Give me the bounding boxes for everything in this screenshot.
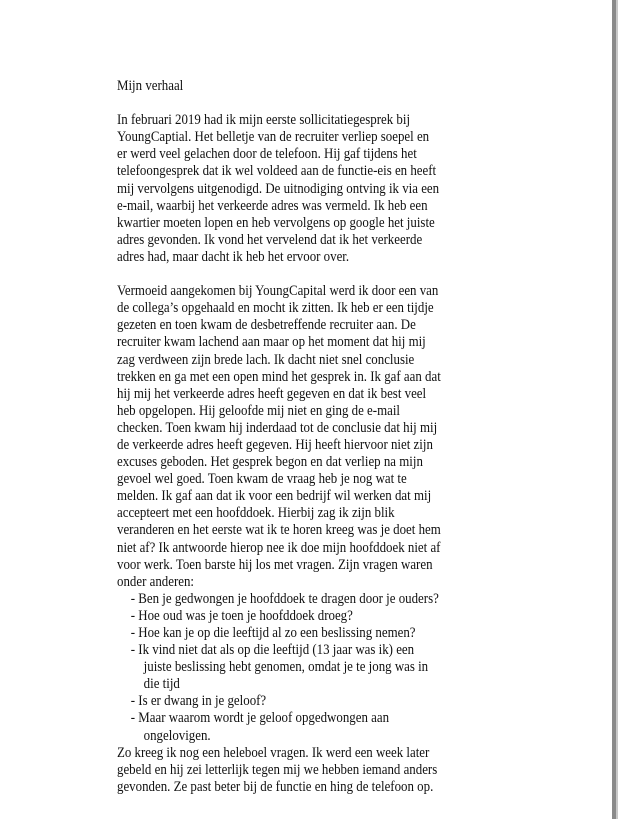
text-line: YoungCaptial. Het belletje van de recruiter verliep soepel en	[117, 129, 430, 146]
text-line: de verkeerde adres heeft gegeven. Hij heeft hiervoor niet zijn	[117, 436, 433, 453]
list-item	[117, 693, 441, 710]
text-line: gebeld en hij zei letterlijk tegen mij we hebben iemand anders	[117, 761, 438, 778]
document-title: Mijn verhaal	[117, 78, 184, 94]
text-line: checken. Toen kwam hij inderdaad tot de conclusie dat hij mij	[117, 419, 438, 436]
text-line: Vermoeid aangekomen bij YoungCapital werd ik door een van	[117, 283, 439, 300]
list-item	[117, 625, 441, 642]
text-line: gezeten en toen kwam de desbetreffende recruiter aan. De	[117, 317, 416, 334]
text-line: kwartier moeten lopen en heb vervolgens op google het juiste	[117, 214, 435, 231]
list-item-text: - Ben je gedwongen je hoofddoek te dragen door je ouders?	[130, 590, 439, 607]
text-line: mij vervolgens uitgenodigd. De uitnodiging ontving ik via een	[117, 180, 440, 197]
question-list	[117, 591, 441, 745]
text-line: er werd veel gelachen door de telefoon. Hij gaf tijdens het	[117, 146, 417, 163]
list-item-text: ongelovigen.	[143, 727, 211, 744]
text-line: niet af? Ik antwoorde hierop nee ik doe mijn hoofddoek niet af	[117, 539, 441, 556]
text-line: recruiter kwam lachend aan maar op het moment dat hij mij	[117, 334, 426, 351]
list-item-text: die tijd	[143, 676, 180, 693]
list-item-text: - Maar waarom wordt je geloof opgedwongen aan	[130, 710, 390, 727]
text-line: melden. Ik gaf aan dat ik voor een bedrijf wil werken dat mij	[117, 488, 432, 505]
text-line: In februari 2019 had ik mijn eerste sollicitatiegesprek bij	[117, 112, 411, 129]
text-line: veranderen en het eerste wat ik te horen kreeg was je doet hem	[117, 522, 441, 539]
text-line: excuses geboden. Het gesprek begon en dat verliep na mijn	[117, 454, 423, 471]
spacer	[117, 266, 441, 283]
text-line: adres gevonden. Ik vond het vervelend dat ik het verkeerde	[117, 231, 423, 248]
text-line: gevonden. Ze past beter bij de functie en hing de telefoon op.	[117, 778, 434, 795]
list-item-text: - Ik vind niet dat als op die leeftijd (13 jaar was ik) een	[130, 642, 415, 659]
spacer	[117, 95, 441, 112]
list-item	[117, 591, 441, 608]
text-line: accepteert met een hoofddoek. Hierbij zag ik zijn blik	[117, 505, 395, 522]
list-item-text: - Hoe kan je op die leeftijd al zo een beslissing nemen?	[130, 625, 416, 641]
text-line: e-mail, waarbij het verkeerde adres was vermeld. Ik heb een	[117, 197, 428, 214]
list-item-text: - Hoe oud was je toen je hoofddoek droeg?	[130, 607, 353, 624]
text-line: Zo kreeg ik nog een heleboel vragen. Ik werd een week later	[117, 744, 430, 761]
text-line: hij mij het verkeerde adres heeft gegeven en dat ik best veel	[117, 385, 427, 402]
text-line: gevoel wel goed. Toen kwam de vraag heb je nog wat te	[117, 471, 407, 488]
text-line: adres had, maar dacht ik heb het ervoor over.	[117, 248, 350, 265]
text-line: voor werk. Toen barste hij los met vragen. Zijn vragen waren	[117, 556, 433, 573]
text-line: trekken en ga met een open mind het gesprek in. Ik gaf aan dat	[117, 368, 441, 385]
text-line: telefoongesprek dat ik wel voldeed aan de functie-eis en heeft	[117, 163, 437, 180]
paragraph-2	[117, 283, 441, 591]
closing-paragraph	[117, 745, 441, 796]
document-body	[117, 78, 441, 796]
paragraph-1	[117, 112, 441, 266]
list-item-text: juiste beslissing hebt genomen, omdat je te jong was in	[143, 659, 429, 676]
list-item	[117, 642, 441, 693]
list-item	[117, 710, 441, 744]
text-line: heb opgelopen. Hij geloofde mij niet en ging de e-mail	[117, 402, 401, 419]
page-edge-shadow	[616, 0, 618, 819]
text-line: de collega’s opgehaald en mocht ik zitten. Ik heb er een tijdje	[117, 300, 434, 317]
text-line: zag verdween zijn brede lach. Ik dacht niet snel conclusie	[117, 351, 415, 368]
text-line: onder anderen:	[117, 573, 195, 590]
list-item	[117, 608, 441, 625]
list-item-text: - Is er dwang in je geloof?	[130, 693, 267, 710]
